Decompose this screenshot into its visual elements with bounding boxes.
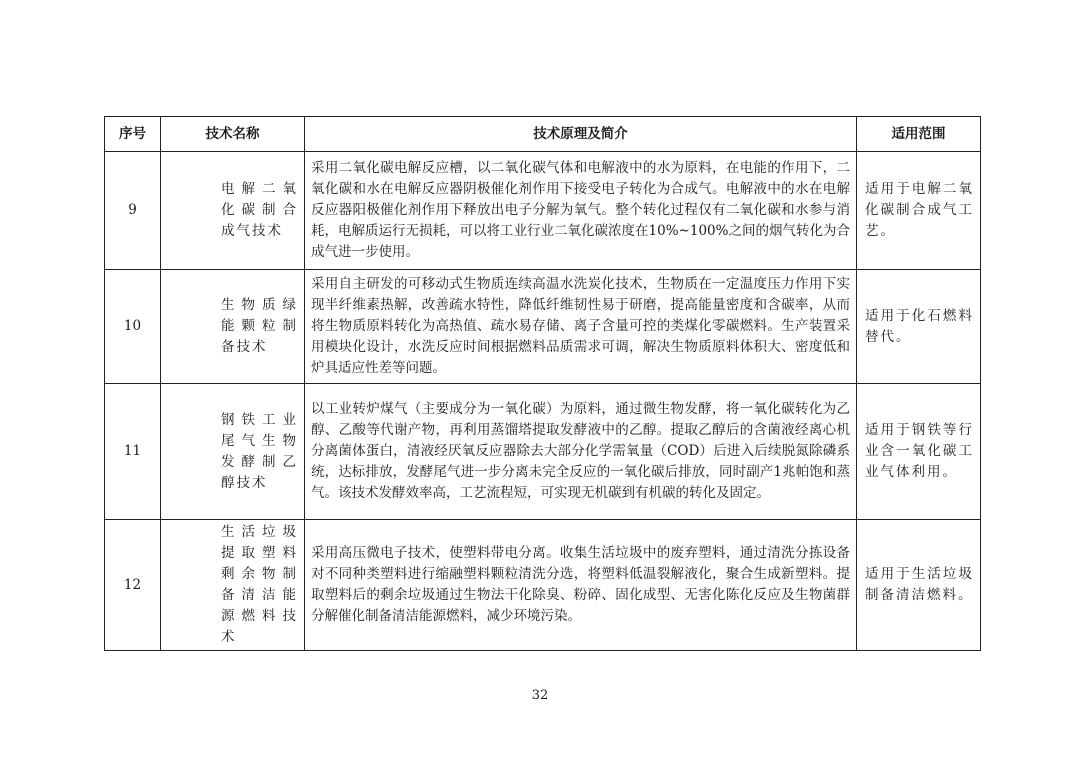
application-scope: 适用于化石燃料替代。	[857, 270, 981, 384]
technology-name: 生活垃圾提取塑料剩余物制备清洁能源燃料技术	[161, 520, 305, 651]
table-row	[105, 152, 981, 270]
technology-name: 电解二氧化碳制合成气技术	[161, 152, 305, 270]
row-number: 12	[105, 520, 161, 651]
technology-description: 采用二氧化碳电解反应槽，以二氧化碳气体和电解液中的水为原料，在电能的作用下，二氧化碳和水在电解反应器阴极催化剂作用下接受电子转化为合成气。电解液中的水在电解反应器阳极催化剂作用下释放出电子分解为氧气。整个转化过程仅有二氧化碳和水参与消耗，电解质运行无损耗，可以将工业行业二氧化碳浓度在10%~100%之间的烟气转化为合成气进一步使用。	[305, 152, 857, 270]
row-number: 9	[105, 152, 161, 270]
technology-name: 钢铁工业尾气生物发酵制乙醇技术	[161, 384, 305, 520]
header-technology-name: 技术名称	[161, 117, 305, 152]
application-scope: 适用于电解二氧化碳制合成气工艺。	[857, 152, 981, 270]
row-number: 11	[105, 384, 161, 520]
technology-name: 生物质绿能颗粒制备技术	[161, 270, 305, 384]
header-application-scope: 适用范围	[857, 117, 981, 152]
technology-table	[104, 116, 981, 651]
technology-description: 采用自主研发的可移动式生物质连续高温水洗炭化技术，生物质在一定温度压力作用下实现半纤维素热解，改善疏水特性，降低纤维韧性易于研磨，提高能量密度和含碳率，从而将生物质原料转化为高热值、疏水易存储、离子含量可控的类煤化零碳燃料。生产装置采用模块化设计，水洗反应时间根据燃料品质需求可调，解决生物质原料体积大、密度低和炉具适应性差等问题。	[305, 270, 857, 384]
application-scope: 适用于生活垃圾制备清洁燃料。	[857, 520, 981, 651]
technology-description: 以工业转炉煤气（主要成分为一氧化碳）为原料，通过微生物发酵，将一氧化碳转化为乙醇、乙酸等代谢产物，再利用蒸馏塔提取发酵液中的乙醇。提取乙醇后的含菌液经离心机分离菌体蛋白，清液经厌氧反应器除去大部分化学需氧量（COD）后进入后续脱氮除磷系统，达标排放，发酵尾气进一步分离未完全反应的一氧化碳后排放，同时副产1兆帕饱和蒸气。该技术发酵效率高，工艺流程短，可实现无机碳到有机碳的转化及固定。	[305, 384, 857, 520]
row-number: 10	[105, 270, 161, 384]
page-number: 32	[531, 688, 549, 703]
header-serial-number: 序号	[105, 117, 161, 152]
table-row	[105, 520, 981, 651]
table-header-row	[105, 117, 981, 152]
table-row	[105, 384, 981, 520]
technology-description: 采用高压微电子技术，使塑料带电分离。收集生活垃圾中的废弃塑料，通过清洗分拣设备对不同种类塑料进行缩融塑料颗粒清洗分选，将塑料低温裂解液化，聚合生成新塑料。提取塑料后的剩余垃圾通过生物法干化除臭、粉碎、固化成型、无害化陈化反应及生物菌群分解催化制备清洁能源燃料，减少环境污染。	[305, 520, 857, 651]
header-principle-intro: 技术原理及简介	[305, 117, 857, 152]
application-scope: 适用于钢铁等行业含一氧化碳工业气体利用。	[857, 384, 981, 520]
table-row	[105, 270, 981, 384]
